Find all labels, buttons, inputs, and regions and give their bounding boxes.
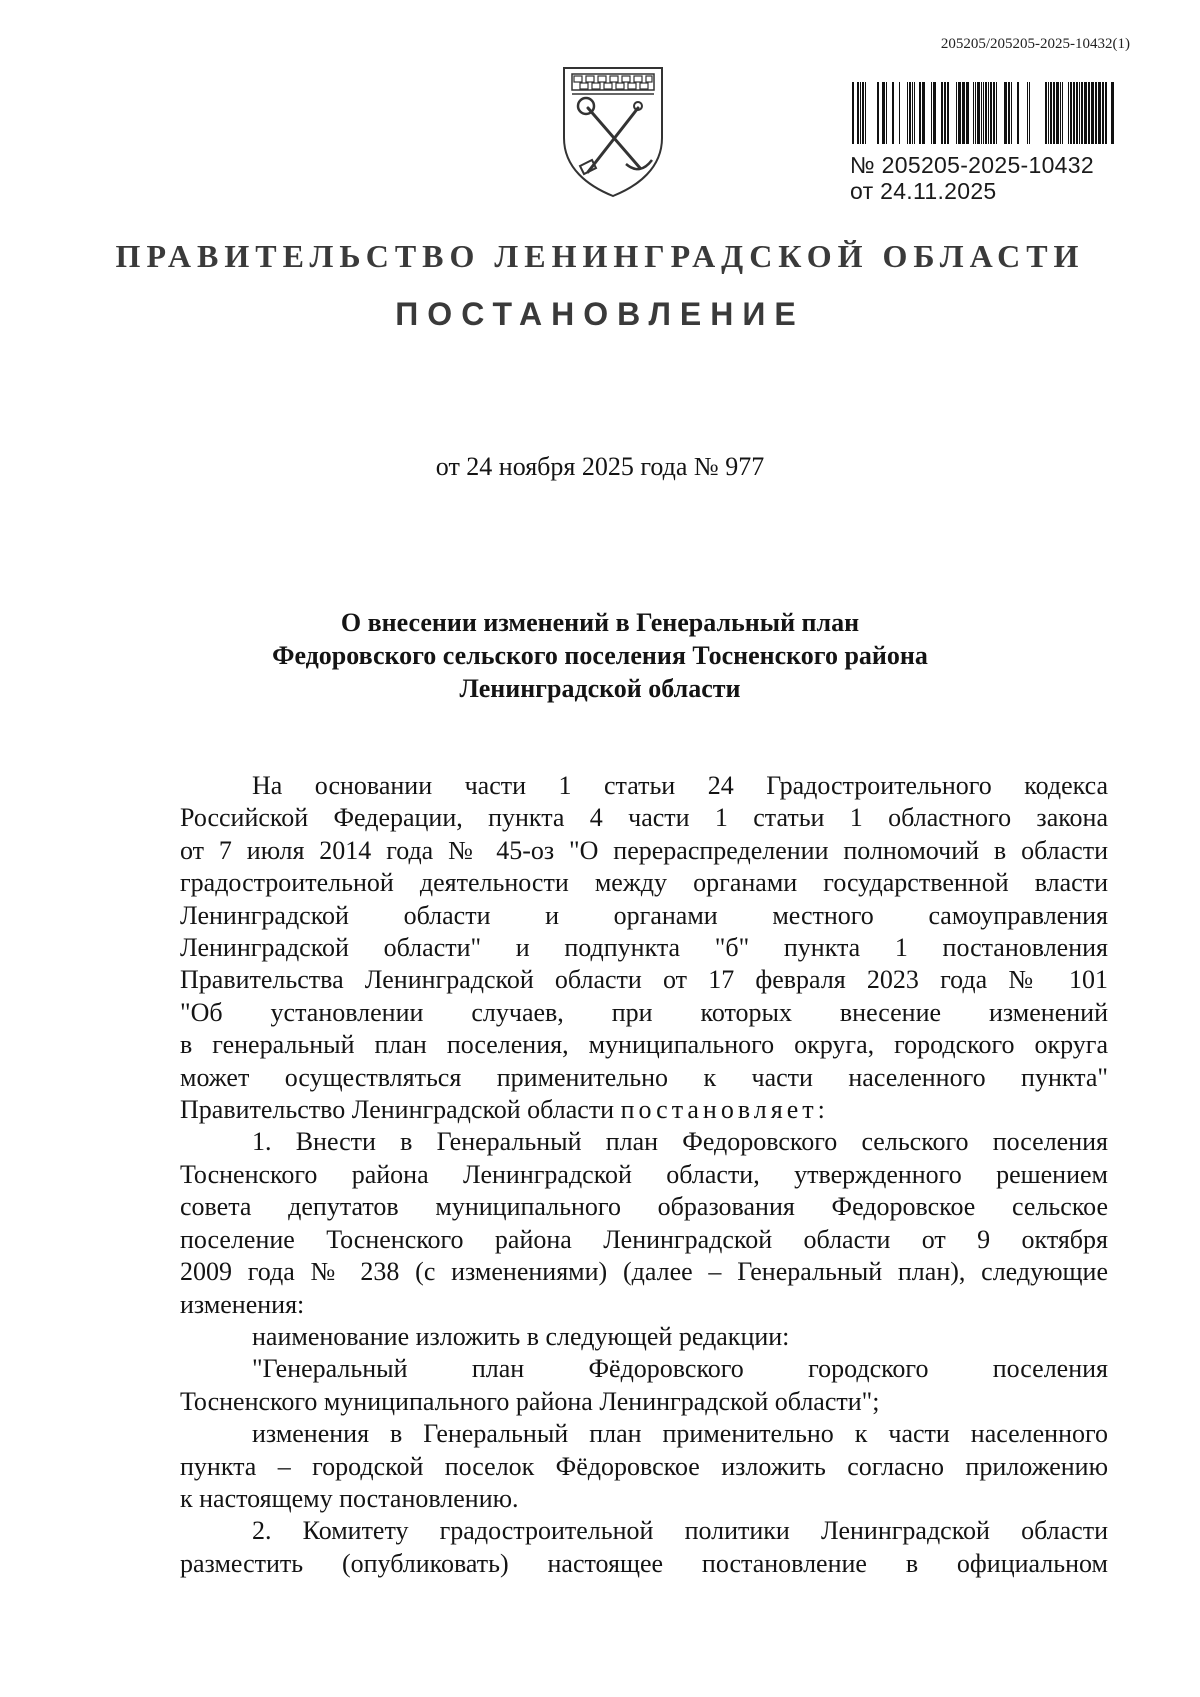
document-type-title: ПОСТАНОВЛЕНИЕ (395, 296, 805, 332)
document-subject (0, 606, 1200, 705)
body-line: от 7 июля 2014 года № 45-оз "О перераспределении полномочий в области (180, 835, 1108, 865)
document-reference-code: 205205/205205-2025-10432(1) (940, 36, 1130, 52)
body-text-fragment: Правительство Ленинградской области (180, 1095, 615, 1125)
government-title: ПРАВИТЕЛЬСТВО ЛЕНИНГРАДСКОЙ ОБЛАСТИ (115, 238, 1085, 274)
body-line: пункта – городской поселок Фёдоровское изложить согласно приложению (180, 1451, 1108, 1481)
coat-of-arms-emblem (558, 60, 668, 200)
body-line: Тосненского муниципального района Ленинградской области"; (180, 1386, 880, 1416)
document-body (180, 770, 1108, 1580)
registration-number: № 205205-2025-10432 (850, 152, 1094, 178)
body-line: к настоящему постановлению. (180, 1483, 519, 1513)
body-line: разместить (опубликовать) настоящее постановление в официальном (180, 1548, 1108, 1578)
registration-date: от 24.11.2025 (850, 178, 997, 204)
body-line: Российской Федерации, пункта 4 части 1 статьи 1 областного закона (180, 803, 1108, 833)
body-line: На основании части 1 статьи 24 Градостроительного кодекса (252, 771, 1108, 800)
registration-block (852, 82, 1114, 204)
subject-line: Ленинградской области (459, 674, 741, 703)
subject-line: Федоровского сельского поселения Тосненского района (272, 641, 928, 670)
document-date: от 24 ноября 2025 года № 977 (435, 452, 765, 481)
resolution-keyword: постановляет: (620, 1095, 829, 1125)
body-line: Ленинградской области и органами местного самоуправления (180, 900, 1108, 930)
body-line: 1. Внести в Генеральный план Федоровского сельского поселения (252, 1127, 1108, 1157)
body-line: Тосненского района Ленинградской области, утвержденного решением (180, 1159, 1108, 1189)
barcode (852, 82, 1114, 144)
body-line: совета депутатов муниципального образования Федоровское сельское (180, 1192, 1108, 1222)
body-line: может осуществляться применительно к части населенного пункта" (180, 1062, 1108, 1092)
body-line: 2. Комитету градостроительной политики Ленинградской области (252, 1516, 1108, 1546)
body-line: градостроительной деятельности между органами государственной власти (180, 868, 1108, 898)
body-line: наименование изложить в следующей редакции: (252, 1321, 790, 1351)
body-line: Правительства Ленинградской области от 17 февраля 2023 года № 101 (180, 965, 1108, 995)
body-line: поселение Тосненского района Ленинградской области от 9 октября (180, 1224, 1108, 1254)
body-line (180, 1094, 1108, 1126)
body-line: 2009 года № 238 (с изменениями) (далее – Генеральный план), следующие (180, 1257, 1108, 1287)
body-line: "Об установлении случаев, при которых внесение изменений (180, 997, 1108, 1027)
subject-line: О внесении изменений в Генеральный план (340, 608, 860, 637)
body-line: в генеральный план поселения, муниципального округа, городского округа (180, 1030, 1108, 1060)
body-line: изменения: (180, 1289, 305, 1319)
body-line: изменения в Генеральный план применительно к части населенного (252, 1419, 1108, 1449)
body-line: "Генеральный план Фёдоровского городского поселения (252, 1354, 1108, 1384)
body-line: Ленинградской области" и подпункта "б" пункта 1 постановления (180, 933, 1108, 963)
